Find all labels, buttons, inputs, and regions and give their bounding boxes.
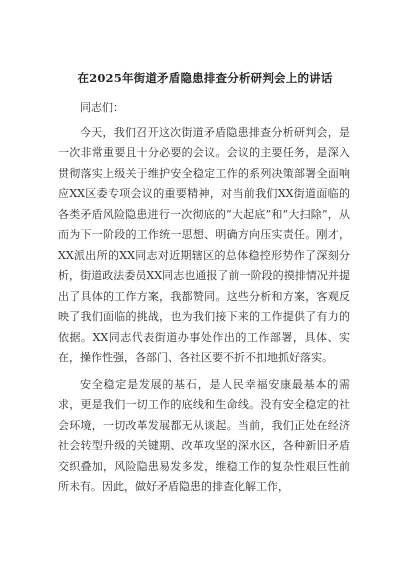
greeting: 同志们：: [80, 101, 124, 114]
paragraph-2: 安全稳定是发展的基石，是人民幸福安康最基本的需求，更是我们一切工作的底线和生命线。没有安全稳定的社会环境，一切改革发展都无从谈起。当前，我们正处在经济社会转型升级的关键期、改革攻坚的深水区，各种新旧矛盾交织叠加，风险隐患易发多发，维稳工作的复杂性艰巨性前所未有。因此，做好矛盾隐患的排查化解工作，: [58, 377, 350, 493]
paragraph-1: 今天，我们召开这次街道矛盾隐患排查分析研判会，是一次非常重要且十分必要的会议。会议的主要任务，是深入贯彻落实上级关于维护安全稳定工作的系列决策部署全面响应XX区委专项会议的重要精神，对当前我们XX街道面临的各类矛盾风险隐患进行一次彻底的“大起底”和“大扫除”，从而为下一阶段的工作统一思想、明确方向压实责任。刚才，XX派出所的XX同志对近期辖区的总体稳控形势作了深刻分析，街道政法委员XX同志也通报了前一阶段的摸排情况并提出了具体的工作方案，我都赞同。这些分析和方案，客观反映了我们面临的挑战，也为我们接下来的工作提供了有力的依据。XX同志代表街道办事处作出的工作部署，具体、实在，操作性强，各部门、各社区要不折不扣地抓好落实。: [58, 125, 350, 364]
document-title: 在2025年街道矛盾隐患排查分析研判会上的讲话: [77, 71, 333, 85]
document-body: [58, 98, 350, 504]
